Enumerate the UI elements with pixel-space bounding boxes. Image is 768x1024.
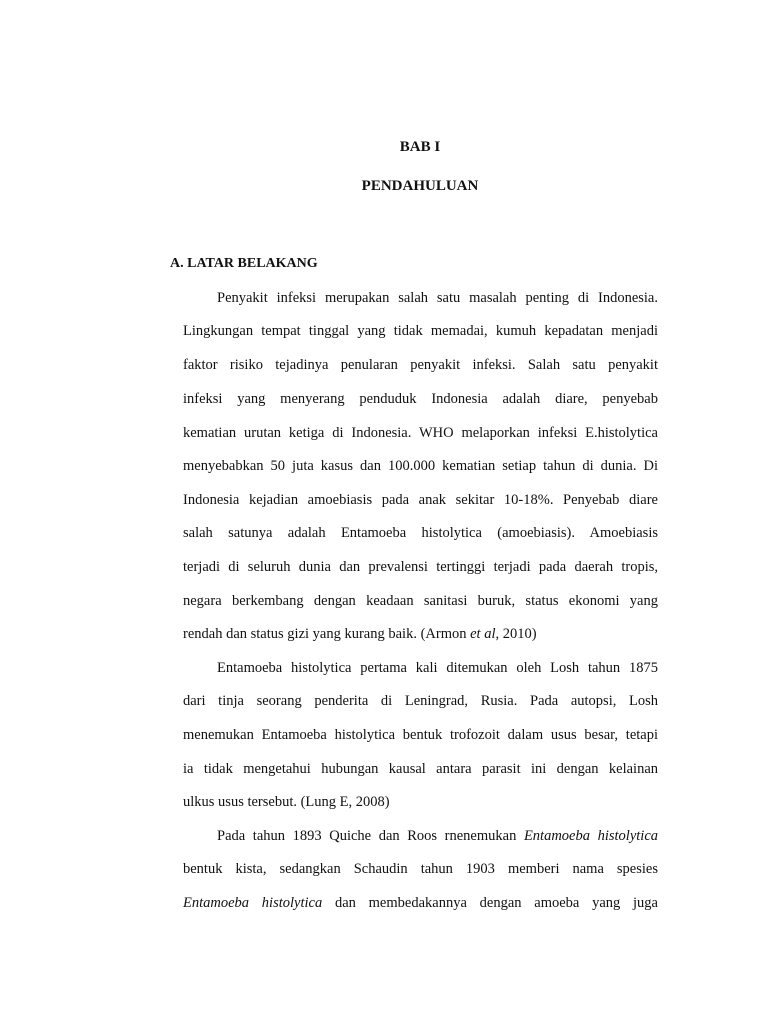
text-line: kematian urutan ketiga di Indonesia. WHO melaporkan infeksi E.histolytica <box>183 425 658 441</box>
text-segment: rendah dan status gizi yang kurang baik. (Armon <box>183 626 471 642</box>
italic-segment: Entamoeba histolytica <box>523 828 659 844</box>
text-line: menyebabkan 50 juta kasus dan 100.000 kematian setiap tahun di dunia. Di <box>183 458 658 474</box>
text-line: terjadi di seluruh dunia dan prevalensi tertinggi terjadi pada daerah tropis, <box>183 559 658 575</box>
text-line <box>183 625 658 643</box>
text-line: dari tinja seorang penderita di Leningrad, Rusia. Pada autopsi, Losh <box>183 693 658 709</box>
text-line: faktor risiko tejadinya penularan penyakit infeksi. Salah satu penyakit <box>183 357 658 373</box>
text-line: menemukan Entamoeba histolytica bentuk trofozoit dalam usus besar, tetapi <box>183 727 658 743</box>
italic-segment: et al <box>470 626 496 642</box>
chapter-number: BAB I <box>399 139 441 155</box>
section-heading: A. LATAR BELAKANG <box>170 256 318 271</box>
text-line: infeksi yang menyerang penduduk Indonesia adalah diare, penyebab <box>183 391 658 407</box>
text-line: Indonesia kejadian amoebiasis pada anak sekitar 10-18%. Penyebab diare <box>183 492 658 508</box>
text-line <box>183 894 658 912</box>
text-line <box>217 827 658 845</box>
text-segment: , 2010) <box>495 626 537 642</box>
text-segment: dan membedakannya dengan amoeba yang juga <box>322 895 658 911</box>
text-line: Penyakit infeksi merupakan salah satu masalah penting di Indonesia. <box>217 290 658 306</box>
italic-segment: Entamoeba histolytica <box>183 895 323 911</box>
text-line: negara berkembang dengan keadaan sanitasi buruk, status ekonomi yang <box>183 593 658 609</box>
text-line: Entamoeba histolytica pertama kali ditemukan oleh Losh tahun 1875 <box>217 660 658 676</box>
text-line: ulkus usus tersebut. (Lung E, 2008) <box>183 794 390 810</box>
text-line: bentuk kista, sedangkan Schaudin tahun 1903 memberi nama spesies <box>183 861 658 877</box>
chapter-title: PENDAHULUAN <box>361 178 479 194</box>
text-segment: Pada tahun 1893 Quiche dan Roos rnenemukan <box>217 828 524 844</box>
text-line: ia tidak mengetahui hubungan kausal antara parasit ini dengan kelainan <box>183 761 658 777</box>
text-line: salah satunya adalah Entamoeba histolytica (amoebiasis). Amoebiasis <box>183 525 658 541</box>
text-line: Lingkungan tempat tinggal yang tidak memadai, kumuh kepadatan menjadi <box>183 323 658 339</box>
